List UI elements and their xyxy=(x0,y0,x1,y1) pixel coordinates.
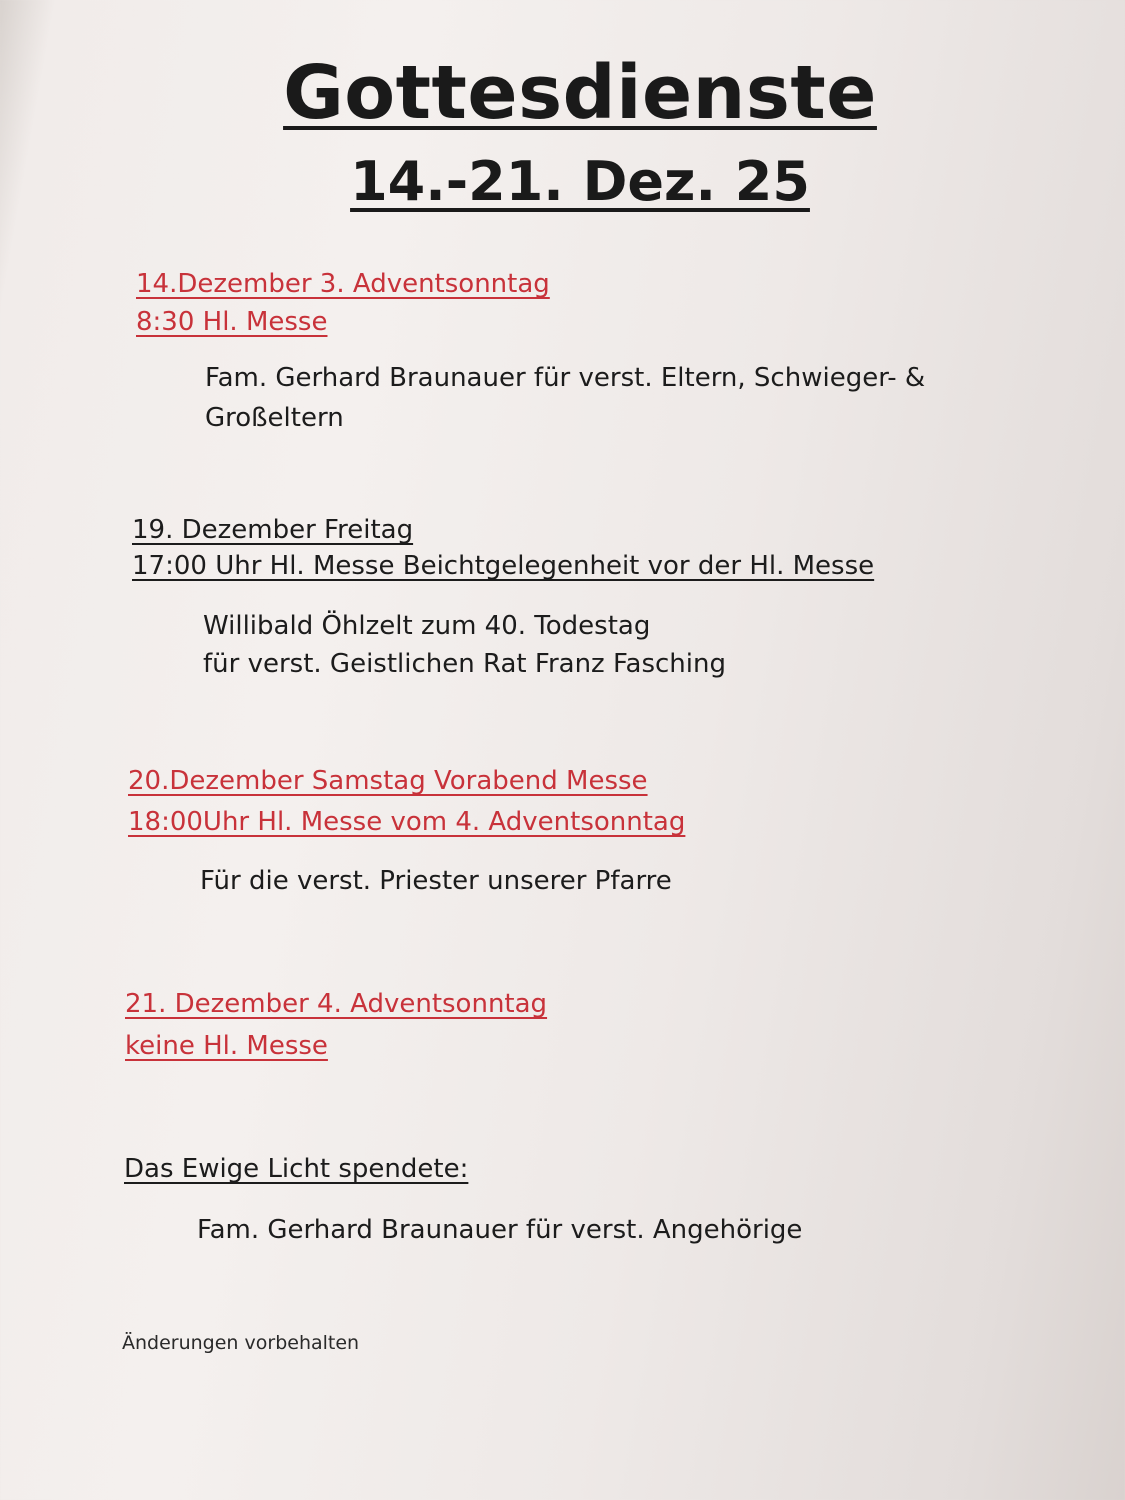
entry-2-heading-time: 17:00 Uhr Hl. Messe Beichtgelegenheit vor der Hl. Messe xyxy=(132,551,875,581)
ewiges-licht-heading: Das Ewige Licht spendete: xyxy=(124,1154,469,1184)
entry-1-detail-line-1: Fam. Gerhard Braunauer für verst. Eltern, Schwieger- & xyxy=(205,363,926,393)
entry-4-heading-time: keine Hl. Messe xyxy=(125,1031,328,1061)
page-title: Gottesdienste xyxy=(283,50,877,136)
entry-3-heading-time: 18:00Uhr Hl. Messe vom 4. Adventsonntag xyxy=(128,807,686,837)
date-range-subtitle: 14.-21. Dez. 25 xyxy=(350,150,810,213)
entry-3-heading-date: 20.Dezember Samstag Vorabend Messe xyxy=(128,766,648,796)
entry-2-detail-line-2: für verst. Geistlichen Rat Franz Fasching xyxy=(203,649,726,679)
footnote: Änderungen vorbehalten xyxy=(122,1332,360,1354)
entry-1-detail-line-2: Großeltern xyxy=(205,403,344,433)
entry-4-heading-date: 21. Dezember 4. Adventsonntag xyxy=(125,989,548,1019)
entry-1-heading-date: 14.Dezember 3. Adventsonntag xyxy=(136,269,550,299)
entry-3-detail-line-1: Für die verst. Priester unserer Pfarre xyxy=(200,866,672,896)
entry-2-detail-line-1: Willibald Öhlzelt zum 40. Todestag xyxy=(203,611,651,641)
entry-2-heading-date: 19. Dezember Freitag xyxy=(132,515,414,545)
entry-1-heading-time: 8:30 Hl. Messe xyxy=(136,307,328,337)
ewiges-licht-detail: Fam. Gerhard Braunauer für verst. Angehörige xyxy=(197,1215,803,1245)
